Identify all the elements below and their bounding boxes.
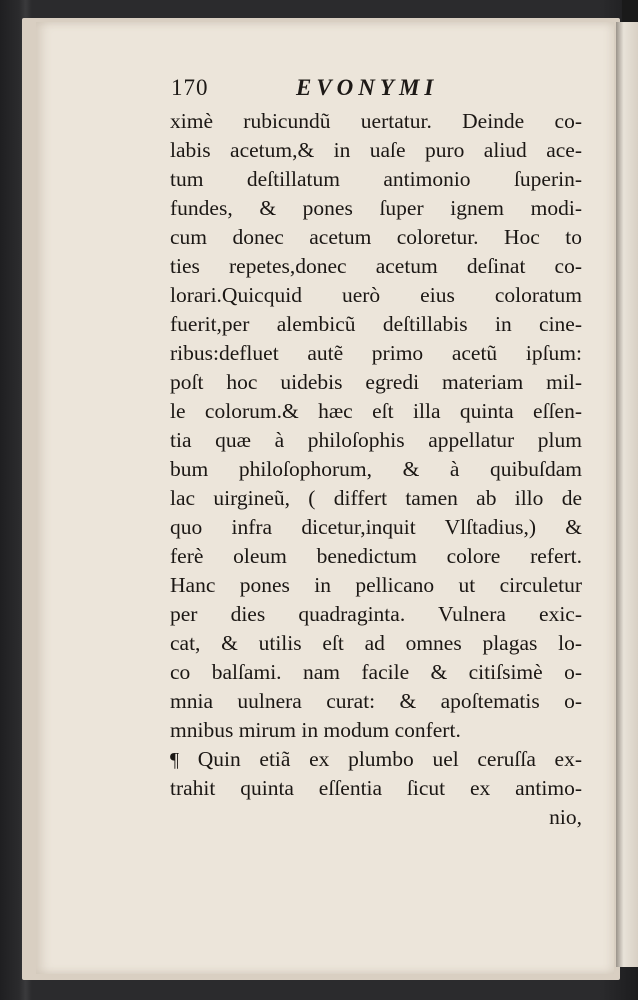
text-line: per dies quadraginta. Vulnera exic-: [170, 602, 582, 626]
text-line: ribus:defluet autẽ primo acetũ ipſum:: [170, 341, 582, 365]
text-line: bum philoſophorum, & à quibuſdam: [170, 457, 582, 481]
page-header: [171, 75, 511, 109]
paragraph-mark-icon: ¶: [170, 749, 180, 771]
text-line: ties repetes,donec acetum deſinat co-: [170, 254, 582, 278]
next-page-edge: [616, 22, 638, 967]
text-line: labis acetum,& in uaſe puro aliud ace-: [170, 138, 582, 162]
text-line: fundes, & pones ſuper ignem modi-: [170, 196, 582, 220]
text-line: le colorum.& hæc eſt illa quinta eſſen-: [170, 399, 582, 423]
text-line: tia quæ à philoſophis appellatur plum: [170, 428, 582, 452]
running-head: EVONYMI: [296, 75, 439, 100]
text-line: cat, & utilis eſt ad omnes plagas lo-: [170, 631, 582, 655]
catchword: nio,: [549, 805, 582, 829]
text-line: quo infra dicetur,inquit Vlſtadius,) &: [170, 515, 582, 539]
scan-corner: [622, 0, 638, 22]
text-line: mnia uulnera curat: & apoſtematis o-: [170, 689, 582, 713]
text-line: Hanc pones in pellicano ut circuletur: [170, 573, 582, 597]
text-line: fuerit,per alembicũ deſtillabis in cine-: [170, 312, 582, 336]
text-line: lorari.Quicquid uerò eius coloratum: [170, 283, 582, 307]
text-line: lac uirgineũ, ( differt tamen ab illo de: [170, 486, 582, 510]
body-text: [170, 107, 582, 832]
text-line: poſt hoc uidebis egredi materiam mil-: [170, 370, 582, 394]
text-line: cum donec acetum coloretur. Hoc to: [170, 225, 582, 249]
page-number: 170: [171, 75, 209, 100]
paragraph-start-line: [170, 745, 582, 774]
text-line-paragraph-end: mnibus mirum in modum confert.: [170, 718, 461, 742]
text-line: co balſami. nam facile & citiſsimè o-: [170, 660, 582, 684]
text-line: tum deſtillatum antimonio ſuperin-: [170, 167, 582, 191]
text-line: Quin etiã ex plumbo uel ceruſſa ex-: [197, 747, 582, 771]
text-line: ferè oleum benedictum colore refert.: [170, 544, 582, 568]
text-line: ximè rubicundũ uertatur. Deinde co-: [170, 109, 582, 133]
text-line: trahit quinta eſſentia ſicut ex antimo-: [170, 776, 582, 800]
